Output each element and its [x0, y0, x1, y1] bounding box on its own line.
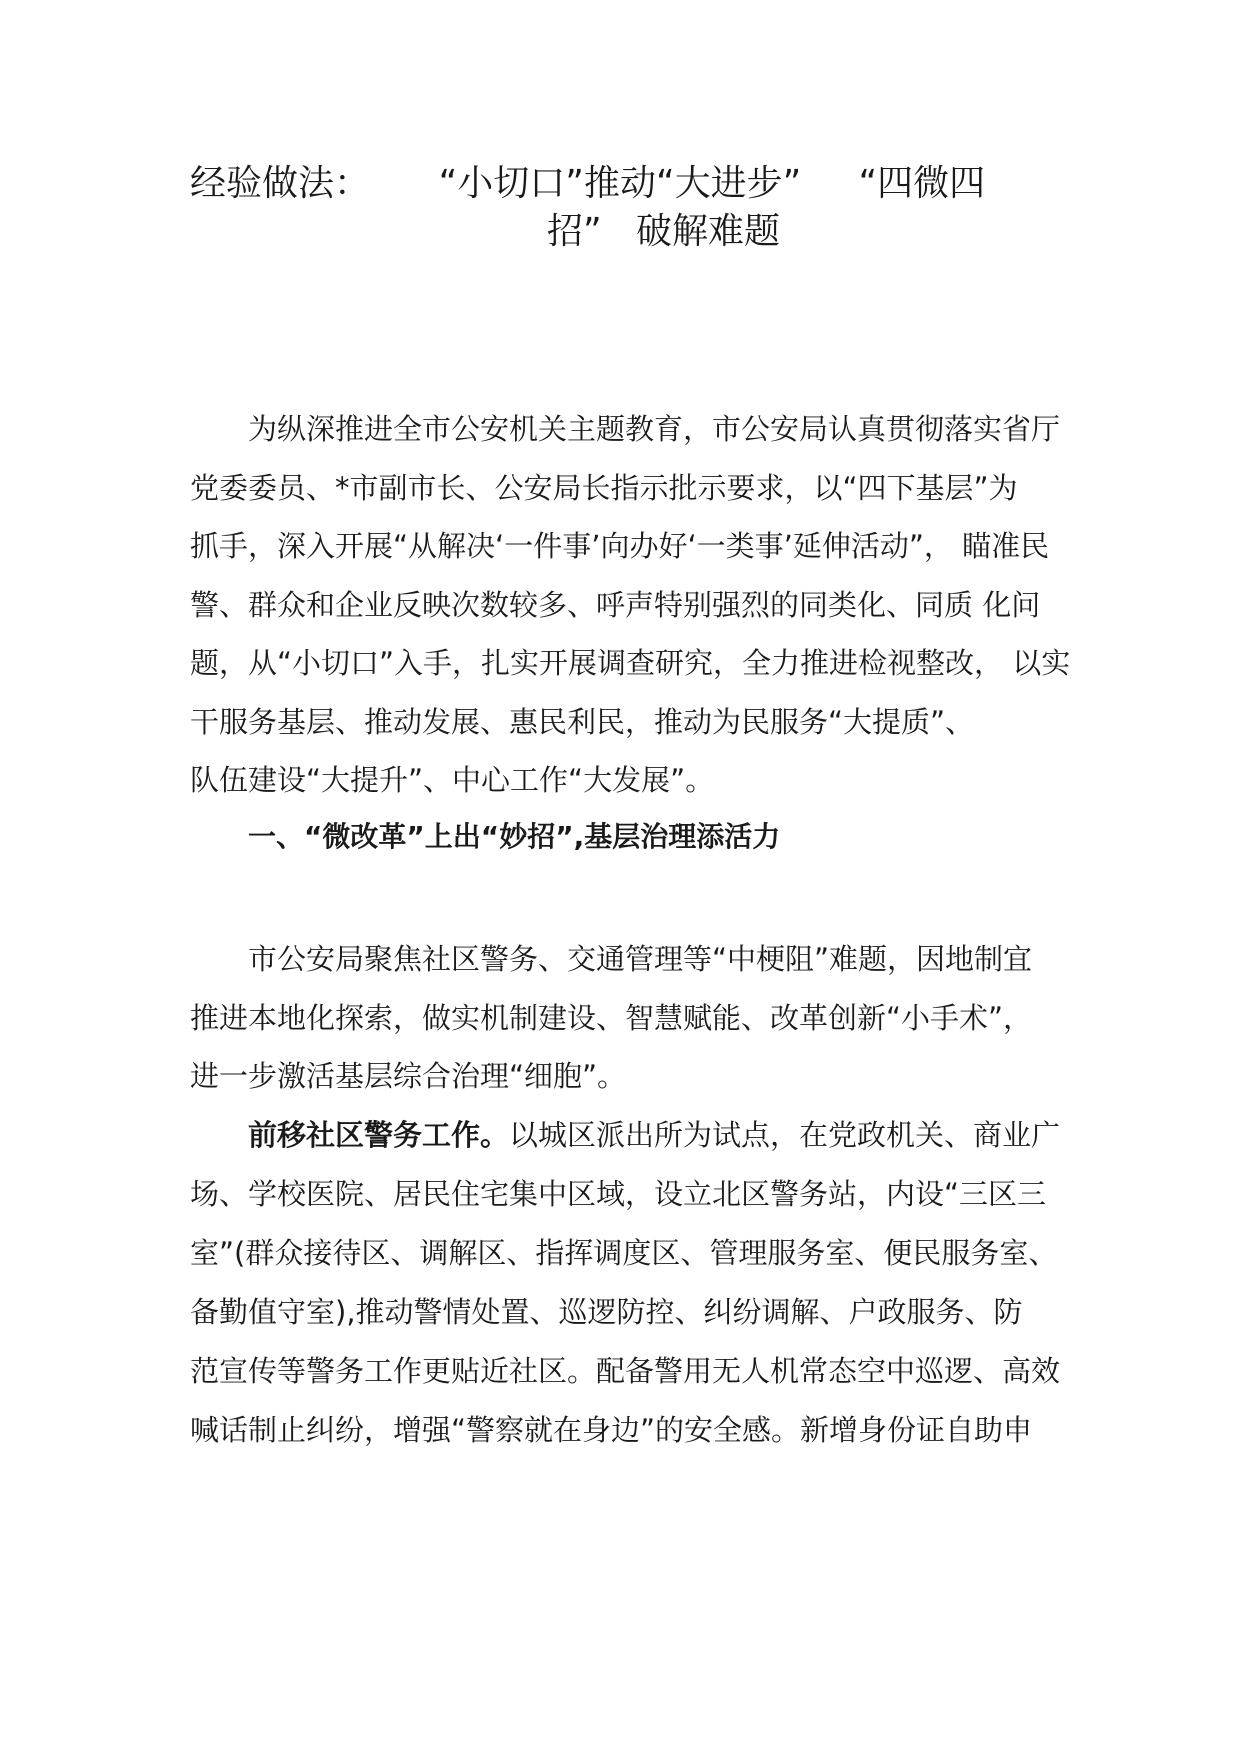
section-heading — [190, 808, 1060, 866]
subsection-line: 范宣传等警务工作更贴近社区。配备警用无人机常态空中巡逻、高效 — [190, 1354, 1061, 1388]
subsection-lead: 前移社区警务工作。 — [248, 1118, 510, 1152]
subsection-line: 场、学校医院、居民住宅集中区域，设立北区警务站，内设“三区三 — [190, 1177, 1047, 1211]
intro-line: 题，从“小切口”入手，扎实开展调查研究，全力推进检视整改， 以实 — [190, 646, 1071, 680]
document-title — [190, 160, 1060, 256]
intro-line: 干服务基层、推动发展、惠民利民，推动为民服务“大提质”、 — [190, 704, 975, 739]
intro-line: 为纵深推进全市公安机关主题教育，市公安局认真贯彻落实省厅 — [248, 412, 1061, 446]
title-line-2: 招” 破解难题 — [547, 211, 780, 252]
subsection-line: 以城区派出所为试点，在党政机关、商业广 — [509, 1118, 1061, 1152]
intro-line: 党委委员、*市副市长、公安局长指示批示要求，以“四下基层”为 — [190, 470, 1018, 505]
section-paragraph — [190, 930, 1060, 1106]
intro-line: 队伍建设“大提升”、中心工作“大发展”。 — [190, 763, 715, 797]
section-line: 进一步激活基层综合治理“细胞”。 — [190, 1059, 627, 1093]
subsection-paragraph — [190, 1106, 1060, 1460]
section-heading-text: 一、“微改革”上出“妙招”,基层治理添活力 — [248, 820, 781, 853]
subsection-line: 喊话制止纠纷，增强“警察就在身边”的安全感。新增身份证自助申 — [190, 1413, 1033, 1447]
section-line: 推进本地化探索，做实机制建设、智慧赋能、改革创新“小手术”， — [190, 1000, 1033, 1035]
title-line-1: 经验做法： “小切口”推动“大进步” “四微四 — [190, 163, 986, 204]
subsection-line: 室”(群众接待区、调解区、指挥调度区、管理服务室、便民服务室、 — [190, 1236, 1058, 1270]
intro-paragraph — [190, 400, 1071, 810]
subsection-line: 备勤值守室),推动警情处置、巡逻防控、纠纷调解、户政服务、防 — [190, 1295, 1023, 1329]
section-line: 市公安局聚焦社区警务、交通管理等“中梗阻”难题，因地制宜 — [248, 942, 1033, 976]
subsection-first-line — [190, 1106, 1060, 1165]
intro-line: 抓手，深入开展“从解决‘一件事’向办好‘一类事’延伸活动”， 瞄准民 — [190, 529, 1050, 563]
intro-line: 警、群众和企业反映次数较多、呼声特别强烈的同类化、同质 化问 — [190, 587, 1041, 622]
